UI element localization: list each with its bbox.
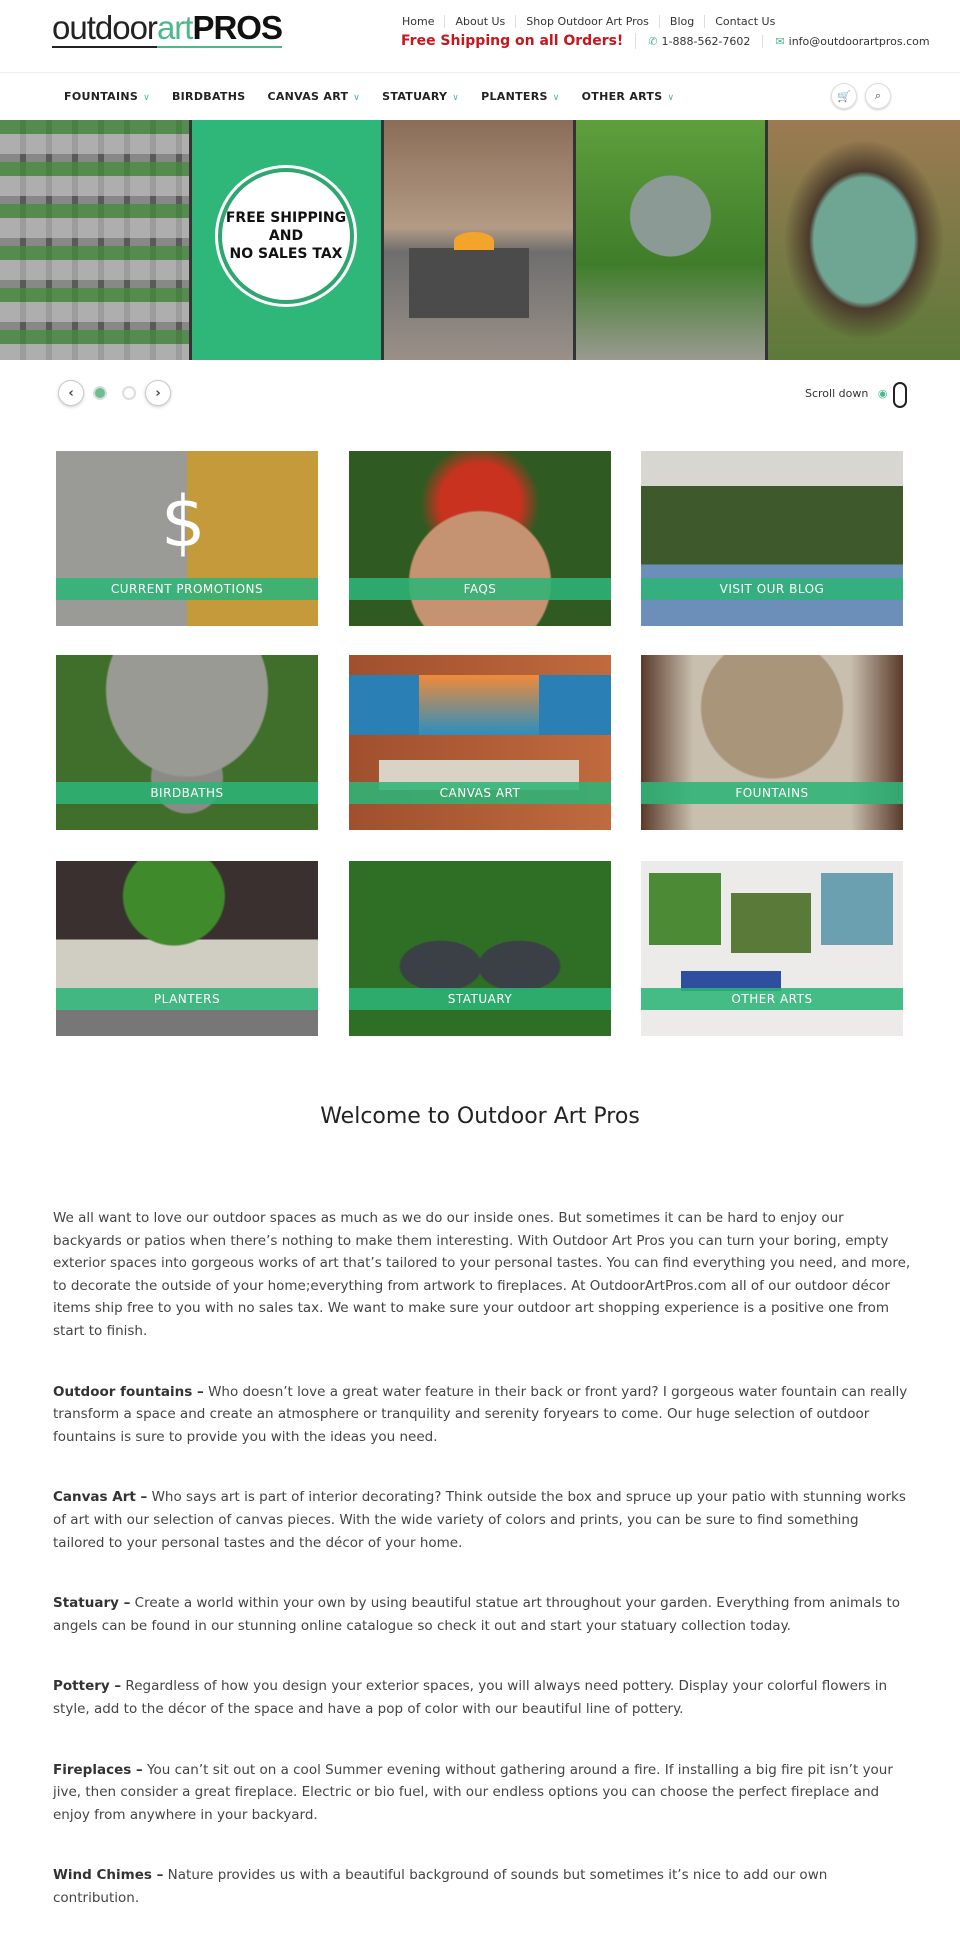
chevron-right-icon: ›	[155, 385, 161, 401]
chevron-down-icon: ∨	[452, 93, 460, 103]
section-title: Fireplaces –	[53, 1761, 143, 1778]
nav-other-arts[interactable]	[582, 90, 675, 103]
nav-fountains[interactable]	[64, 90, 150, 103]
section-pottery	[53, 1675, 913, 1720]
logo-text: outdoor	[52, 9, 157, 46]
chevron-down-icon: ∨	[667, 93, 675, 103]
hero-image-fountain	[576, 120, 768, 360]
phone[interactable]	[636, 35, 763, 48]
tile-visit-our-blog[interactable]	[641, 451, 903, 626]
link-about[interactable]: About Us	[444, 15, 515, 28]
chevron-down-icon: ∨	[353, 93, 361, 103]
section-title: Outdoor fountains –	[53, 1383, 204, 1400]
tile-label: CANVAS ART	[349, 782, 611, 804]
badge-line: FREE SHIPPING	[225, 210, 347, 226]
slider-dot[interactable]	[122, 386, 136, 400]
hero-image-face-sculpture	[768, 120, 960, 360]
welcome-content	[53, 1207, 913, 1947]
section-text: Nature provides us with a beautiful background of sounds but sometimes it’s nice to add our own contribution.	[53, 1867, 828, 1906]
cart-button[interactable]	[831, 83, 857, 109]
section-title: Canvas Art –	[53, 1489, 148, 1506]
section-canvas-art	[53, 1486, 913, 1554]
logo-text: PROS	[192, 9, 282, 46]
scroll-label: Scroll down	[805, 387, 869, 400]
tile-label: FAQS	[349, 578, 611, 600]
contact-bar	[401, 33, 942, 49]
tile-statuary[interactable]	[349, 861, 611, 1036]
link-shop[interactable]: Shop Outdoor Art Pros	[515, 15, 659, 28]
tile-current-promotions[interactable]	[56, 451, 318, 626]
intro-paragraph: We all want to love our outdoor spaces as much as we do our inside ones. But sometimes it can be hard to enjoy our backyards or patios when there’s nothing to make them interesting. With Outdoor Art Pros you can turn your boring, empty exterior spaces into gorgeous works of art that’s tailored to your personal tastes. You can find everything you need, and more, to decorate the outside of your home;everything from artwork to fireplaces. At OutdoorArtPros.com all of our outdoor décor items ship free to you with no sales tax. We want to make sure your outdoor art shopping experience is a positive one from start to finish.	[53, 1210, 911, 1339]
nav-planters[interactable]	[481, 90, 560, 103]
email-address: info@outdoorartpros.com	[788, 34, 930, 48]
link-contact[interactable]: Contact Us	[704, 15, 785, 28]
section-text: Create a world within your own by using beautiful statue art throughout your garden. Everything from animals to angels can be found in our stunning online catalogue so check it out and start your statuary collection today.	[53, 1595, 901, 1634]
slider-dot-active[interactable]	[93, 386, 107, 400]
chevron-left-icon: ‹	[68, 385, 74, 401]
tile-planters[interactable]	[56, 861, 318, 1036]
logo-text: art	[156, 9, 193, 46]
section-text: You can’t sit out on a cool Summer evening without gathering around a fire. If installing a big fire pit isn’t your jive, then consider a great fireplace. Electric or bio fuel, with our endless options you can choose the perfect fireplace and enjoy from anywhere in your backyard.	[53, 1761, 893, 1823]
nav-label: CANVAS ART	[267, 90, 349, 103]
nav-label: FOUNTAINS	[64, 90, 139, 103]
chevron-down-icon: ∨	[143, 93, 150, 103]
section-fireplaces	[53, 1759, 913, 1827]
section-text: Who doesn’t love a great water feature in their back or front yard? I gorgeous water fountain can really transform a space and create an atmosphere or tranquility and serenity foryears to come. Our huge selection of outdoor fountains is sure to provide you with the ideas you need.	[53, 1383, 908, 1445]
phone-icon: ✆	[648, 34, 658, 48]
cart-icon: 🛒	[837, 89, 851, 103]
main-nav	[0, 72, 960, 120]
section-text: Regardless of how you design your exterior spaces, you will always need pottery. Display your colorful flowers in style, add to the décor of the space and have a pop of color with our beautiful line of pottery.	[53, 1678, 888, 1717]
section-title: Statuary –	[53, 1595, 131, 1612]
nav-birdbaths[interactable]	[172, 90, 245, 103]
hero-banner	[0, 120, 960, 360]
slider-next-button[interactable]	[145, 380, 171, 406]
tile-canvas-art[interactable]	[349, 655, 611, 830]
hero-image-fire-pit	[384, 120, 576, 360]
nav-canvas-art[interactable]	[267, 90, 360, 103]
tile-label: OTHER ARTS	[641, 988, 903, 1010]
free-shipping-badge	[218, 168, 354, 304]
link-blog[interactable]: Blog	[659, 15, 704, 28]
slider-prev-button[interactable]	[58, 380, 84, 406]
free-shipping-promo: Free Shipping on all Orders!	[401, 33, 636, 49]
section-text: Who says art is part of interior decorating? Think outside the box and spruce up your patio with stunning works of art with our selection of canvas pieces. With the wide variety of colors and prints, you can be sure to find something tailored to your personal tastes and the décor of your home.	[53, 1489, 906, 1551]
tile-label: CURRENT PROMOTIONS	[56, 578, 318, 600]
nav-label: OTHER ARTS	[581, 90, 663, 103]
scroll-dot-icon: ◉	[877, 387, 888, 400]
phone-number: 1-888-562-7602	[661, 34, 751, 48]
email[interactable]	[763, 35, 941, 48]
tile-faqs[interactable]	[349, 451, 611, 626]
nav-label: PLANTERS	[481, 90, 548, 103]
section-fountains	[53, 1381, 913, 1449]
tile-label: BIRDBATHS	[56, 782, 318, 804]
search-icon: ⌕	[874, 89, 882, 102]
nav-statuary[interactable]	[382, 90, 459, 103]
link-home[interactable]: Home	[402, 15, 435, 28]
tile-label: STATUARY	[349, 988, 611, 1010]
dollar-icon: $	[161, 481, 206, 563]
hero-image-planter-wall	[0, 120, 192, 360]
search-button[interactable]	[865, 83, 891, 109]
tile-fountains[interactable]	[641, 655, 903, 830]
tile-other-arts[interactable]	[641, 861, 903, 1036]
section-title: Wind Chimes –	[53, 1867, 164, 1884]
tile-label: PLANTERS	[56, 988, 318, 1010]
nav-label: STATUARY	[382, 90, 448, 103]
hero-promo-panel	[192, 120, 384, 360]
chevron-down-icon: ∨	[552, 93, 560, 103]
welcome-heading: Welcome to Outdoor Art Pros	[320, 1104, 640, 1129]
tile-label: FOUNTAINS	[641, 782, 903, 804]
section-statuary	[53, 1592, 913, 1637]
mouse-icon[interactable]	[893, 382, 907, 408]
badge-line: NO SALES TAX	[229, 246, 343, 262]
envelope-icon: ✉	[775, 34, 785, 48]
logo[interactable]	[52, 10, 282, 46]
section-title: Pottery –	[53, 1678, 122, 1695]
nav-label: BIRDBATHS	[171, 90, 246, 103]
badge-line: AND	[268, 228, 304, 244]
tile-label: VISIT OUR BLOG	[641, 578, 903, 600]
tile-birdbaths[interactable]	[56, 655, 318, 830]
top-links	[400, 15, 785, 28]
scroll-down-link[interactable]	[805, 387, 891, 400]
section-wind-chimes	[53, 1864, 913, 1909]
